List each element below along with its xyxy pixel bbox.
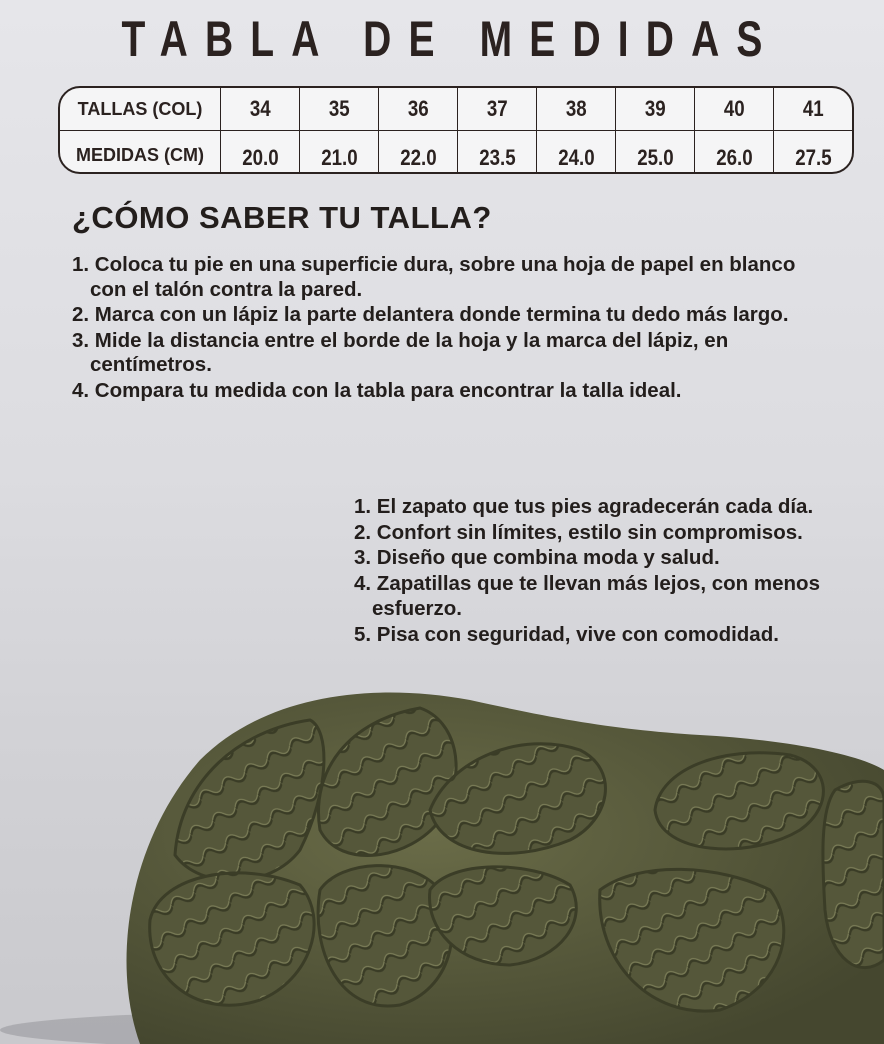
measure-cell: 26.0 xyxy=(695,131,774,175)
shoe-sole-image xyxy=(0,660,884,1044)
benefit-item: 3. Diseño que combina moda y salud. xyxy=(354,546,720,569)
measure-cell: 23.5 xyxy=(458,131,537,175)
size-cell: 41 xyxy=(774,88,852,131)
measures-row xyxy=(60,131,852,175)
benefits-list xyxy=(354,494,844,647)
benefit-item: 5. Pisa con seguridad, vive con comodidad. xyxy=(354,622,779,646)
measure-cell: 25.0 xyxy=(616,131,695,175)
size-cell: 34 xyxy=(221,88,300,131)
step-item: 3. Mide la distancia entre el borde de la hoja y la marca del lápiz, en centímetros. xyxy=(72,328,729,376)
how-to-steps-list xyxy=(72,253,832,404)
size-chart-table xyxy=(58,86,854,174)
size-cell: 38 xyxy=(537,88,616,131)
measure-cell: 27.5 xyxy=(774,131,852,175)
benefit-item: 2. Confort sin límites, estilo sin compromisos. xyxy=(354,520,803,544)
size-cell: 36 xyxy=(379,88,458,131)
size-cell: 37 xyxy=(458,88,537,131)
page-title: TABLA DE MEDIDAS xyxy=(121,11,780,67)
measures-row-label: MEDIDAS (CM) xyxy=(60,131,221,175)
measure-cell: 21.0 xyxy=(300,131,379,175)
benefit-item: 1. El zapato que tus pies agradecerán cada día. xyxy=(354,495,814,518)
size-cell: 39 xyxy=(616,88,695,131)
sizes-row xyxy=(60,88,852,131)
measure-cell: 22.0 xyxy=(379,131,458,175)
size-cell: 40 xyxy=(695,88,774,131)
how-to-heading: ¿CÓMO SABER TU TALLA? xyxy=(72,200,492,235)
benefit-item: 4. Zapatillas que te llevan más lejos, con menos esfuerzo. xyxy=(354,571,820,620)
step-item: 4. Compara tu medida con la tabla para encontrar la talla ideal. xyxy=(72,378,682,402)
measure-cell: 24.0 xyxy=(537,131,616,175)
step-item: 2. Marca con un lápiz la parte delantera donde termina tu dedo más largo. xyxy=(72,303,789,326)
sizes-row-label: TALLAS (COL) xyxy=(60,88,221,131)
measure-cell: 20.0 xyxy=(221,131,300,175)
step-item: 1. Coloca tu pie en una superficie dura, sobre una hoja de papel en blanco con el talón contra la pared. xyxy=(72,253,796,301)
size-cell: 35 xyxy=(300,88,379,131)
